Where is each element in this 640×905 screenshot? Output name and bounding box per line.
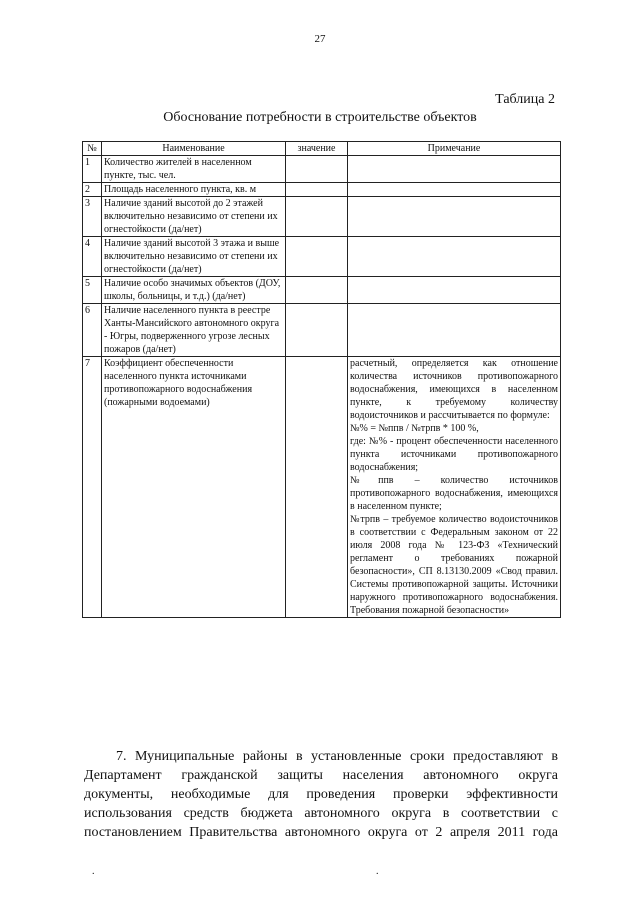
row-name: Наличие зданий высотой до 2 этажей включительно независимо от степени их огнестойкости (да/нет) (102, 197, 286, 237)
note-paragraph: №ппв – количество источников противопожарного водоснабжения, имеющихся в населенном пункте; (350, 475, 558, 512)
column-header-number: № (83, 142, 102, 156)
row-value (286, 197, 348, 237)
table-row (83, 357, 561, 618)
row-value (286, 357, 348, 618)
table-row (83, 277, 561, 304)
row-name: Наличие особо значимых объектов (ДОУ, школы, больницы, и т.д.) (да/нет) (102, 277, 286, 304)
note-paragraph: где: №% - процент обеспеченности населенного пункта источниками противопожарного водоснабжения; (350, 436, 558, 473)
column-header-name: Наименование (102, 142, 286, 156)
table-row (83, 197, 561, 237)
row-value (286, 183, 348, 197)
row-name: Наличие населенного пункта в реестре Ханты-Мансийского автономного округа - Югры, подверженного угрозе лесных пожаров (да/нет) (102, 304, 286, 357)
footer-mark: . (92, 866, 95, 877)
table-header-row (83, 142, 561, 156)
row-note (348, 156, 561, 183)
row-value (286, 277, 348, 304)
row-value (286, 156, 348, 183)
footer-mark: . (376, 866, 379, 877)
row-number: 2 (83, 183, 102, 197)
row-note (348, 277, 561, 304)
note-formula: №% = №ппв / №трпв * 100 %, (350, 423, 479, 434)
table-label: Таблица 2 (495, 92, 555, 107)
column-header-note: Примечание (348, 142, 561, 156)
page-number: 27 (314, 33, 326, 45)
row-number: 5 (83, 277, 102, 304)
table-row (83, 237, 561, 277)
row-note (348, 357, 561, 618)
row-note (348, 304, 561, 357)
row-note (348, 197, 561, 237)
table-title: Обоснование потребности в строительстве объектов (163, 110, 477, 125)
row-number: 6 (83, 304, 102, 357)
row-name: Площадь населенного пункта, кв. м (102, 183, 286, 197)
needs-table (82, 141, 561, 618)
table-row (83, 183, 561, 197)
paragraph-line: использования средств бюджета автономного округа в соответствии с (84, 806, 558, 821)
row-value (286, 237, 348, 277)
note-paragraph: №трпв – требуемое количество водоисточников в соответствии с Федеральным законом от 22 июля 2008 года № 123-ФЗ «Технический регламент о требованиях пожарной безопасности», СП 8.13130.2009 «Свод правил. Системы противопожарной защиты. Источники наружного противопожарного водоснабжения. Требования пожарной безопасности» (350, 514, 558, 616)
row-number: 3 (83, 197, 102, 237)
paragraph-line: постановлением Правительства автономного округа от 2 апреля 2011 года (84, 825, 558, 840)
row-note (348, 183, 561, 197)
row-number: 1 (83, 156, 102, 183)
column-header-value: значение (286, 142, 348, 156)
body-paragraph (84, 747, 558, 842)
table-row (83, 156, 561, 183)
table-row (83, 304, 561, 357)
paragraph-line: Департамент гражданской защиты населения автономного округа (84, 768, 558, 783)
paragraph-line: документы, необходимые для проведения проверки эффективности (84, 787, 558, 802)
row-name: Количество жителей в населенном пункте, тыс. чел. (102, 156, 286, 183)
row-number: 7 (83, 357, 102, 618)
row-value (286, 304, 348, 357)
row-number: 4 (83, 237, 102, 277)
paragraph-line: 7. Муниципальные районы в установленные сроки предоставляют в (116, 749, 558, 764)
note-paragraph: расчетный, определяется как отношение количества источников противопожарного водоснабжения, имеющихся в населенном пункте, к требуемому количеству водоисточников и рассчитывается по формуле: (350, 358, 558, 421)
row-note (348, 237, 561, 277)
row-name: Коэффициент обеспеченности населенного пункта источниками противопожарного водоснабжения (пожарными водоемами) (102, 357, 286, 618)
row-name: Наличие зданий высотой 3 этажа и выше включительно независимо от степени их огнестойкости (да/нет) (102, 237, 286, 277)
